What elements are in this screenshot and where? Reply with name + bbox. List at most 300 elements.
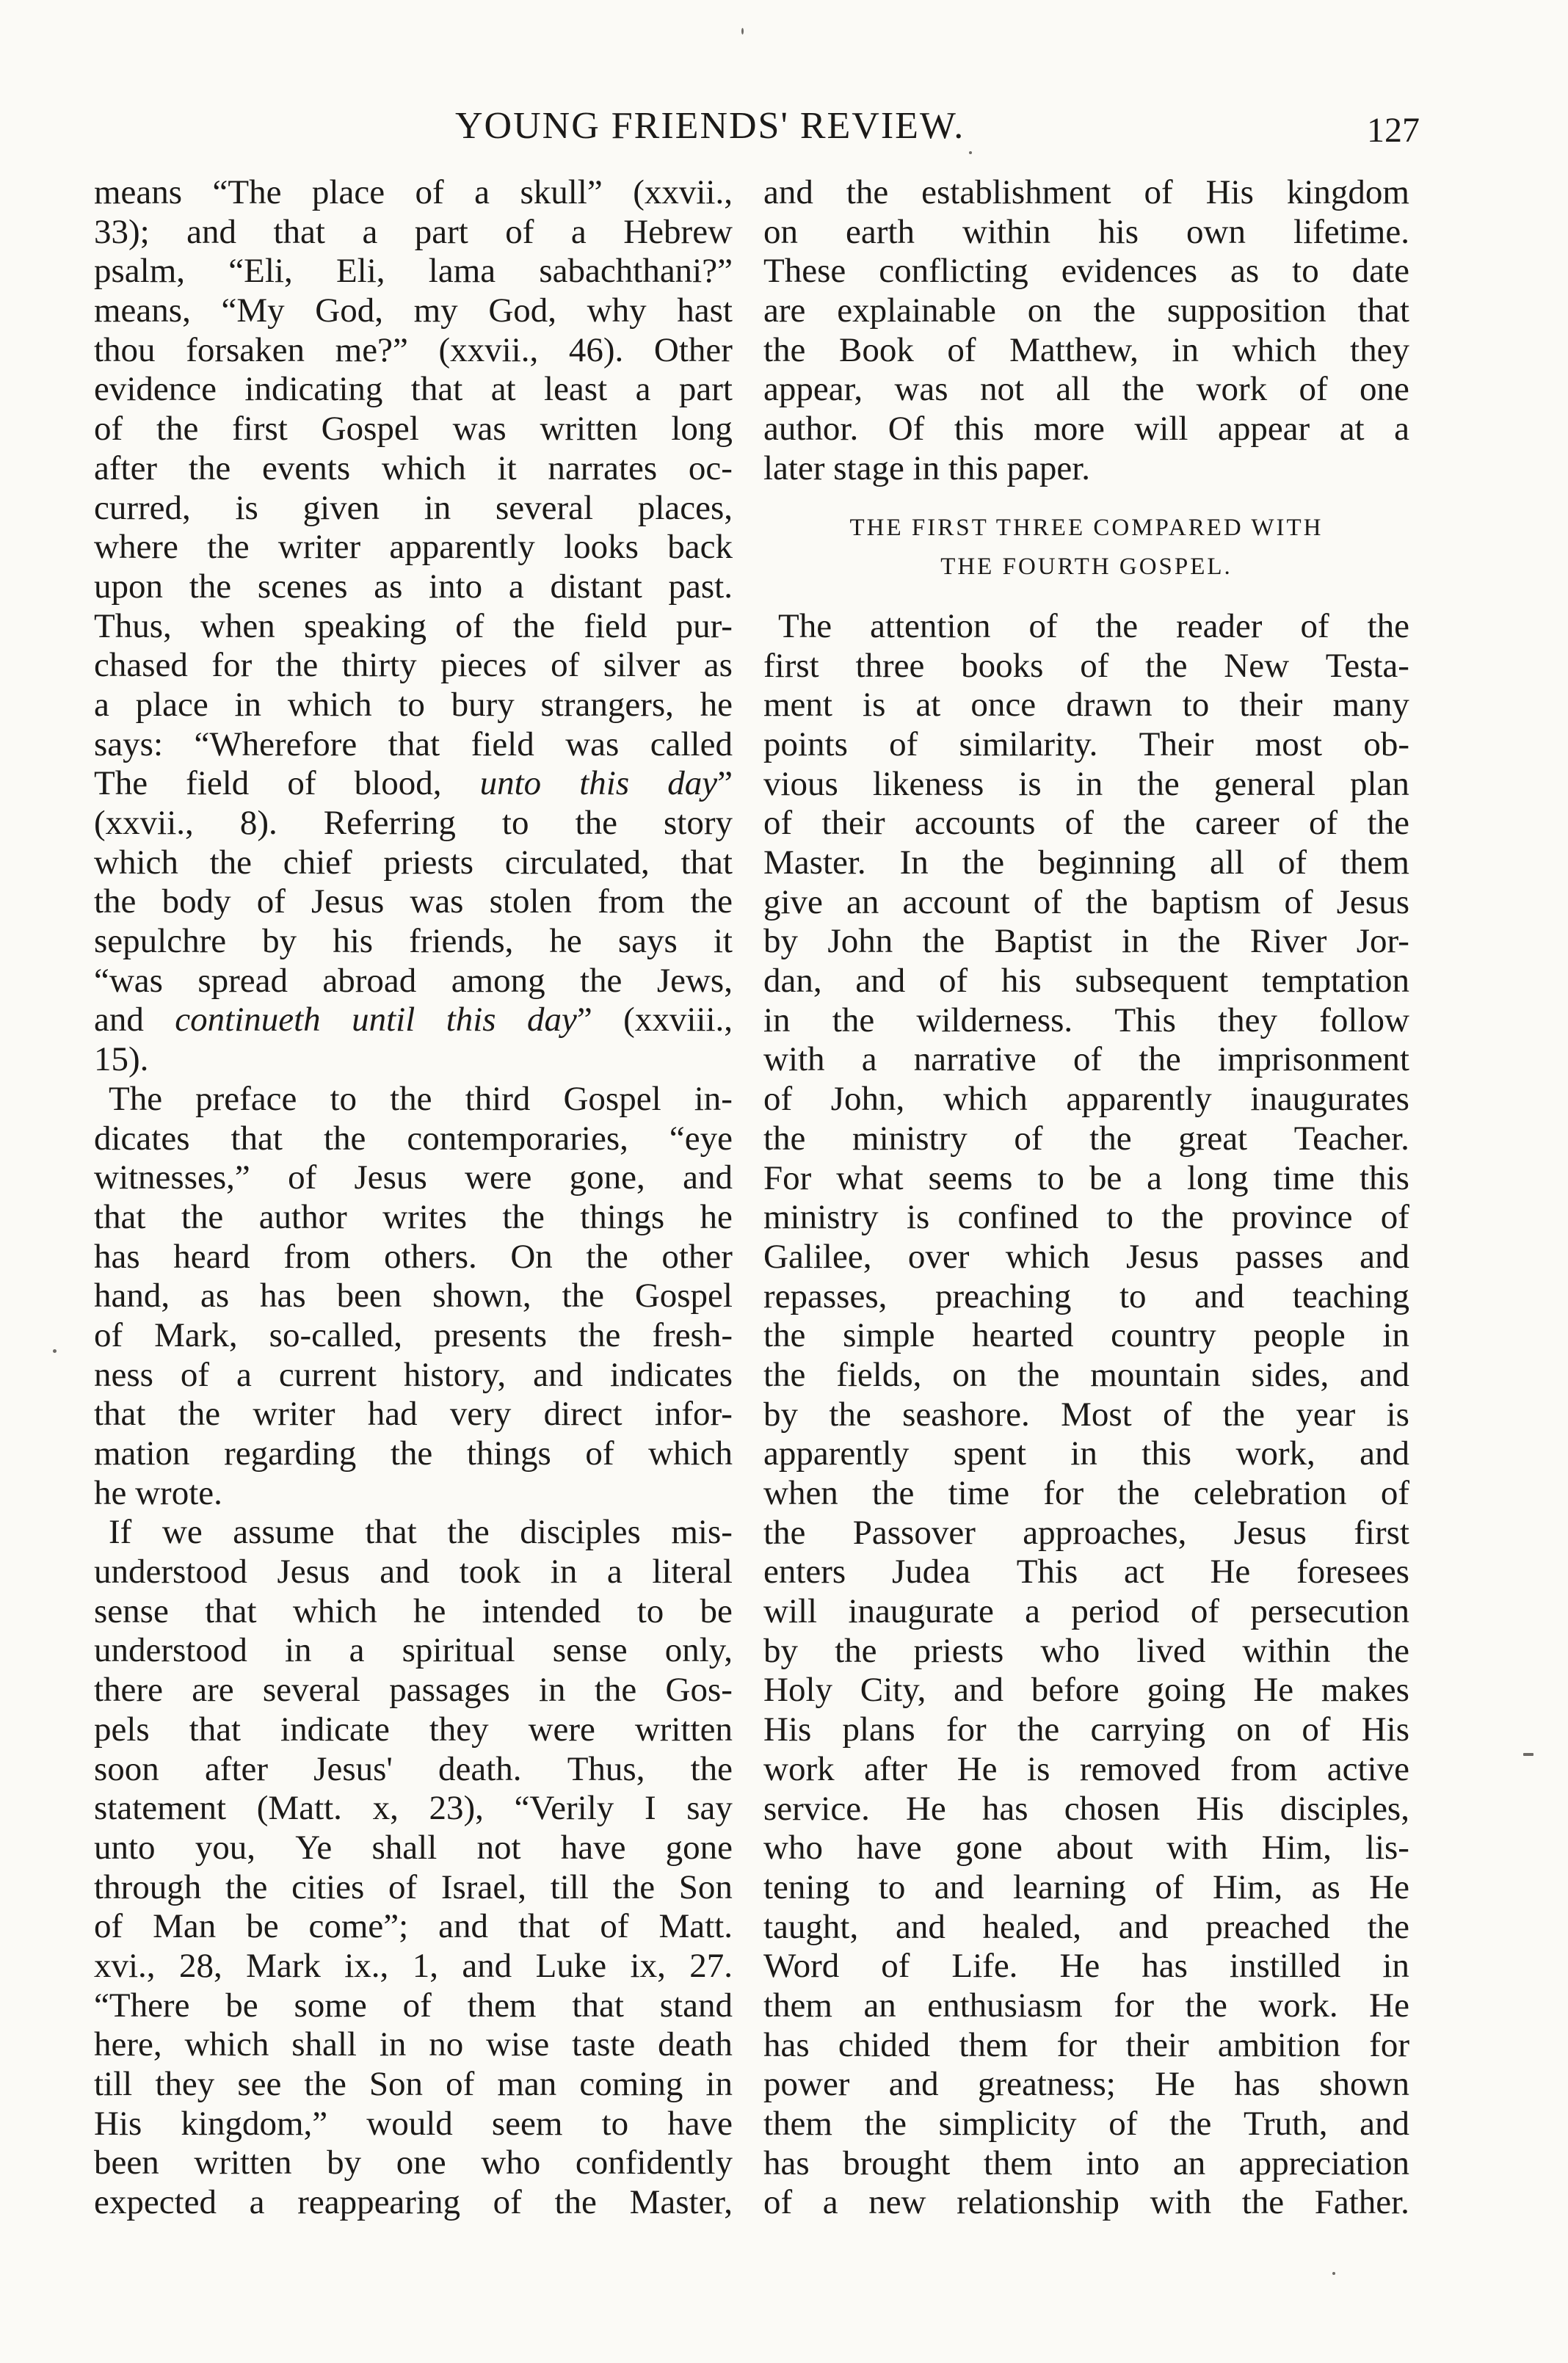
scan-speck xyxy=(741,28,744,35)
word: and xyxy=(533,1355,583,1394)
word: first xyxy=(232,410,288,449)
word: written xyxy=(540,410,638,449)
word: and xyxy=(380,1553,430,1591)
word: tening xyxy=(763,1867,850,1906)
text-line xyxy=(763,765,1409,805)
word: a xyxy=(570,212,587,251)
text-line xyxy=(94,607,733,647)
word: of xyxy=(763,804,793,843)
word: supposition xyxy=(1166,291,1326,330)
text-line xyxy=(94,1553,733,1592)
word: as xyxy=(200,1277,230,1315)
word: them xyxy=(1340,843,1409,882)
word: of xyxy=(585,1434,614,1473)
word: ix, xyxy=(630,1946,666,1985)
scan-speck xyxy=(969,151,972,154)
text-line xyxy=(94,1434,733,1474)
word: in xyxy=(1382,1947,1409,1986)
word: with xyxy=(1150,2183,1212,2222)
word: you, xyxy=(195,1828,255,1867)
word: people xyxy=(1253,1316,1346,1355)
word: of xyxy=(763,1080,793,1119)
text-line xyxy=(94,882,733,922)
word: Matthew, xyxy=(1009,330,1139,369)
word: and xyxy=(934,1867,984,1906)
word: in xyxy=(234,685,262,724)
word: “The xyxy=(212,173,282,211)
word: by xyxy=(763,922,798,961)
word: (Matt. xyxy=(256,1789,342,1828)
word: chief xyxy=(283,843,352,882)
word: and xyxy=(438,1907,489,1946)
word: and xyxy=(1194,1277,1245,1315)
word: only, xyxy=(664,1631,733,1670)
word: on xyxy=(763,212,798,251)
word: the xyxy=(1241,2183,1285,2222)
word: Matt. xyxy=(658,1907,733,1946)
text-line xyxy=(94,1119,733,1159)
word: to xyxy=(1037,1158,1064,1197)
text-line xyxy=(94,1710,733,1750)
word: have xyxy=(856,1829,922,1867)
text-line xyxy=(763,843,1409,883)
word: death xyxy=(658,2025,733,2064)
word: that xyxy=(365,1513,417,1552)
word: assume xyxy=(233,1513,335,1552)
word: to xyxy=(1292,252,1319,291)
word: by xyxy=(763,1395,798,1434)
word: spread xyxy=(197,961,288,1000)
word: Jesus xyxy=(1233,1513,1307,1552)
word: pieces xyxy=(440,646,527,685)
word: great xyxy=(1178,1119,1248,1158)
word: Jews, xyxy=(656,961,733,1000)
word: when xyxy=(200,606,275,645)
text-line xyxy=(763,1868,1409,1908)
word: of xyxy=(1380,1198,1409,1237)
word: of xyxy=(1064,804,1094,843)
word: of xyxy=(1144,173,1173,211)
word: the xyxy=(922,922,965,961)
word: with xyxy=(763,1040,825,1079)
word: chosen xyxy=(1064,1789,1161,1828)
word: looks xyxy=(564,528,639,567)
word: ministry xyxy=(763,1198,879,1237)
word: a xyxy=(362,212,378,251)
word: ment xyxy=(763,686,832,725)
word: literal xyxy=(652,1553,733,1591)
word: psalm, xyxy=(94,252,186,291)
word: lived xyxy=(1136,1631,1206,1670)
text-line xyxy=(763,607,1409,647)
word: 46). xyxy=(568,330,624,369)
word: Life. xyxy=(951,1947,1018,1986)
word: Hebrew xyxy=(623,212,733,251)
word: the xyxy=(209,843,252,882)
word: indicate xyxy=(280,1710,390,1749)
word: a xyxy=(249,2183,265,2222)
word: City, xyxy=(860,1671,926,1710)
word: understood xyxy=(94,1553,247,1591)
word: given xyxy=(302,488,380,527)
word: inaugurate xyxy=(848,1592,994,1631)
word: in xyxy=(1070,1434,1097,1473)
word: reader xyxy=(1176,606,1263,645)
word: circulated, xyxy=(504,843,650,882)
word: Jor- xyxy=(1356,922,1409,961)
word: passages xyxy=(389,1671,510,1710)
word: the xyxy=(575,804,617,842)
text-line xyxy=(94,1789,733,1829)
word: events xyxy=(262,449,351,487)
word: the xyxy=(1095,606,1139,645)
word: thirty xyxy=(341,646,417,685)
word: to xyxy=(601,2104,629,2143)
word: “Wherefore xyxy=(194,725,357,763)
word: thou xyxy=(94,330,156,369)
word: pels xyxy=(94,1710,150,1749)
word: sabachthani?” xyxy=(539,252,733,291)
text-line xyxy=(763,2144,1409,2184)
word: chased xyxy=(94,646,188,685)
word: the xyxy=(1161,1198,1204,1237)
text-line xyxy=(94,1907,733,1947)
word: work, xyxy=(1235,1434,1315,1473)
word: day” xyxy=(527,1001,592,1039)
word: place xyxy=(135,685,208,724)
word: witnesses,” xyxy=(94,1158,250,1197)
word: this xyxy=(954,410,1004,449)
word: Gospel xyxy=(634,1277,733,1315)
word: from xyxy=(283,1237,351,1276)
word: of xyxy=(288,1158,317,1197)
word: likeness xyxy=(872,764,984,803)
text-line xyxy=(763,1829,1409,1868)
text-line xyxy=(94,1238,733,1277)
word: the xyxy=(763,330,806,369)
word: at xyxy=(915,686,941,725)
text-line xyxy=(94,291,733,331)
word: be xyxy=(225,1986,258,2025)
word: Truth, xyxy=(1243,2105,1328,2144)
word: plans xyxy=(842,1710,915,1749)
word: 23), xyxy=(429,1789,484,1828)
word: who xyxy=(481,2144,541,2182)
word: there xyxy=(94,1671,163,1710)
word: give xyxy=(763,882,823,921)
word: His xyxy=(1196,1789,1244,1828)
word: Testa- xyxy=(1325,646,1409,685)
word: skull” xyxy=(520,173,603,211)
word: and xyxy=(954,1671,1004,1710)
word: the xyxy=(962,843,1005,882)
word: the xyxy=(1367,804,1409,843)
word: a xyxy=(349,1631,365,1670)
word: means xyxy=(94,173,183,211)
word: shall xyxy=(291,2025,357,2064)
word: and xyxy=(186,212,237,251)
word: Jesus xyxy=(311,882,385,921)
word: and xyxy=(855,962,906,1001)
word: career xyxy=(1194,804,1280,843)
word: his xyxy=(1098,212,1139,251)
word: preached xyxy=(1205,1907,1330,1946)
word: the xyxy=(1367,606,1409,645)
word: of xyxy=(1277,843,1307,882)
word: He xyxy=(905,1789,946,1828)
text-line xyxy=(94,1395,733,1434)
word: a xyxy=(606,1553,623,1591)
word: of xyxy=(889,725,918,763)
word: abroad xyxy=(322,961,417,1000)
word: enters xyxy=(763,1553,846,1591)
word: (xxvii., xyxy=(94,804,194,842)
text-line xyxy=(763,1671,1409,1710)
word: back xyxy=(667,528,733,567)
word: to xyxy=(1106,1198,1133,1237)
word: to xyxy=(1119,1277,1147,1315)
word: after xyxy=(204,1749,269,1788)
text-line xyxy=(763,410,1409,449)
text-line xyxy=(94,2144,733,2183)
text-line xyxy=(94,528,733,567)
word: and xyxy=(763,173,813,211)
word: Master, xyxy=(629,2183,733,2222)
word: to xyxy=(878,1867,906,1906)
word: Teacher. xyxy=(1293,1119,1409,1158)
word: of xyxy=(947,330,976,369)
text-line xyxy=(763,2065,1409,2105)
word: Gos- xyxy=(665,1671,733,1710)
word: healed, xyxy=(982,1907,1081,1946)
word: sides, xyxy=(1251,1355,1329,1394)
word: the xyxy=(1117,1474,1160,1513)
word: indicates xyxy=(609,1355,733,1394)
word: them xyxy=(763,2105,832,2144)
word: Passover xyxy=(852,1513,976,1552)
word: the xyxy=(1178,922,1221,961)
word: I xyxy=(644,1789,656,1828)
text-line xyxy=(763,1710,1409,1750)
word: general xyxy=(1213,764,1315,803)
word: brought xyxy=(843,2144,951,2182)
word: dan, xyxy=(763,962,822,1001)
word: on xyxy=(952,1355,987,1394)
word: the xyxy=(832,1001,875,1039)
word: the xyxy=(1145,646,1188,685)
word: the xyxy=(763,1355,806,1394)
word: several xyxy=(262,1671,360,1710)
word: it xyxy=(713,922,733,961)
word: power xyxy=(763,2065,850,2104)
word: the xyxy=(512,606,556,645)
word: priests xyxy=(383,843,474,882)
word: long xyxy=(1186,1158,1249,1197)
word: the xyxy=(763,1316,806,1355)
word: is xyxy=(863,686,886,725)
word: first xyxy=(763,646,819,685)
word: lis- xyxy=(1365,1829,1409,1867)
word: time xyxy=(1273,1158,1335,1197)
word: (xxvii., xyxy=(633,173,733,211)
word: they xyxy=(429,1710,489,1749)
word: among xyxy=(451,961,545,1000)
word: their xyxy=(1239,686,1303,725)
word: has xyxy=(1234,2065,1280,2104)
word: other xyxy=(661,1237,733,1276)
text-line xyxy=(763,331,1409,371)
word: gone xyxy=(665,1828,733,1867)
word: my xyxy=(413,291,458,330)
text-line xyxy=(94,2183,733,2223)
word: on xyxy=(1027,291,1062,330)
word: narrative xyxy=(913,1040,1037,1079)
word: more xyxy=(1034,410,1105,449)
word: Baptist xyxy=(994,922,1092,961)
word: part xyxy=(678,370,733,409)
word: 28, xyxy=(178,1946,222,1985)
word: was xyxy=(452,410,507,449)
text-line xyxy=(94,1592,733,1632)
word: xvi., xyxy=(94,1946,156,1985)
word: and xyxy=(1360,2105,1409,2144)
word: Gospel xyxy=(321,410,419,449)
word: one xyxy=(396,2144,446,2182)
word: of xyxy=(1299,370,1328,409)
text-line xyxy=(763,725,1409,765)
word: the xyxy=(1093,291,1136,330)
text-line xyxy=(763,2026,1409,2066)
word: has xyxy=(981,1789,1028,1828)
word: shall xyxy=(371,1828,438,1867)
word: been xyxy=(336,1277,402,1315)
word: “Eli, xyxy=(228,252,293,291)
word: persecution xyxy=(1250,1592,1409,1631)
word: they xyxy=(155,2065,215,2103)
section-heading-line-1: THE FIRST THREE COMPARED WITH xyxy=(849,514,1324,541)
word: His xyxy=(94,2104,142,2143)
word: the xyxy=(554,2183,597,2222)
word: indicating xyxy=(244,370,383,409)
word: lifetime. xyxy=(1293,212,1409,251)
word: the xyxy=(1169,2105,1212,2144)
word: seem xyxy=(491,2104,563,2143)
word: in xyxy=(379,2025,407,2064)
word: appreciation xyxy=(1238,2144,1409,2182)
word: that xyxy=(231,1119,283,1158)
word: of xyxy=(402,1986,432,2025)
word: body xyxy=(161,882,231,921)
word: has xyxy=(260,1277,306,1315)
word: accounts xyxy=(914,804,1036,843)
word: man xyxy=(497,2065,557,2103)
word: of xyxy=(1108,2105,1138,2144)
word: he xyxy=(700,685,733,724)
word: at xyxy=(1339,410,1365,449)
text-line xyxy=(763,1632,1409,1671)
left-column xyxy=(94,173,733,2223)
word: his xyxy=(1001,962,1042,1001)
word: John, xyxy=(830,1080,905,1119)
word: of xyxy=(180,1355,210,1394)
word: instilled xyxy=(1229,1947,1341,1986)
text-line xyxy=(94,2105,733,2144)
word: a xyxy=(94,685,109,724)
word: writer xyxy=(253,1395,335,1434)
word: contemporaries, xyxy=(407,1119,628,1158)
word: death. xyxy=(438,1749,522,1788)
word: the xyxy=(578,1315,621,1354)
word: a xyxy=(508,567,524,606)
word: and xyxy=(895,1907,945,1946)
word: as xyxy=(1230,252,1260,291)
word: priests xyxy=(913,1631,1004,1670)
word: their xyxy=(1125,2025,1189,2064)
word: a xyxy=(822,2183,838,2222)
word: who xyxy=(1040,1631,1100,1670)
word: in xyxy=(424,488,451,527)
word: shown, xyxy=(432,1277,531,1315)
word: others. xyxy=(384,1237,477,1276)
word: places, xyxy=(637,488,733,527)
word: apparently xyxy=(389,528,535,567)
word: a xyxy=(236,1355,252,1394)
word: from xyxy=(1230,1749,1298,1788)
word: a xyxy=(1394,410,1409,449)
word: with xyxy=(1166,1829,1228,1867)
word: the xyxy=(1367,1907,1409,1946)
word: this xyxy=(1141,1434,1192,1473)
word: the xyxy=(1367,1631,1409,1670)
word: the xyxy=(207,528,250,567)
word: imprisonment xyxy=(1217,1040,1409,1079)
word: sense xyxy=(552,1631,628,1670)
text-line xyxy=(763,1474,1409,1514)
scan-speck xyxy=(1523,1753,1533,1756)
word: within xyxy=(962,212,1051,251)
word: which xyxy=(1232,330,1317,369)
word: will xyxy=(1134,410,1188,449)
word: his xyxy=(333,922,374,961)
word: Him, xyxy=(1261,1829,1332,1867)
word: in xyxy=(539,1671,566,1710)
word: foresees xyxy=(1296,1553,1409,1591)
word: continueth xyxy=(175,1001,321,1039)
word: were xyxy=(465,1158,532,1197)
word: of xyxy=(1284,882,1313,921)
word: 27. xyxy=(689,1946,733,1985)
word: of xyxy=(1380,1474,1409,1513)
word: books xyxy=(961,646,1044,685)
word: over xyxy=(907,1237,970,1276)
word: ness xyxy=(94,1355,153,1394)
word: that xyxy=(518,1907,570,1946)
word: blood, xyxy=(354,764,442,803)
text-line: 15). xyxy=(94,1040,149,1079)
word: an xyxy=(846,882,879,921)
word: has xyxy=(1141,1947,1188,1986)
text-line xyxy=(94,1829,733,1868)
word: to xyxy=(636,1591,664,1630)
word: scenes xyxy=(257,567,348,606)
word: Jesus xyxy=(354,1158,427,1197)
word: own xyxy=(1186,212,1246,251)
word: and xyxy=(94,1001,144,1039)
word: in xyxy=(1075,764,1103,803)
word: their xyxy=(821,804,885,843)
word: statement xyxy=(94,1789,227,1828)
text-line xyxy=(763,1947,1409,1986)
